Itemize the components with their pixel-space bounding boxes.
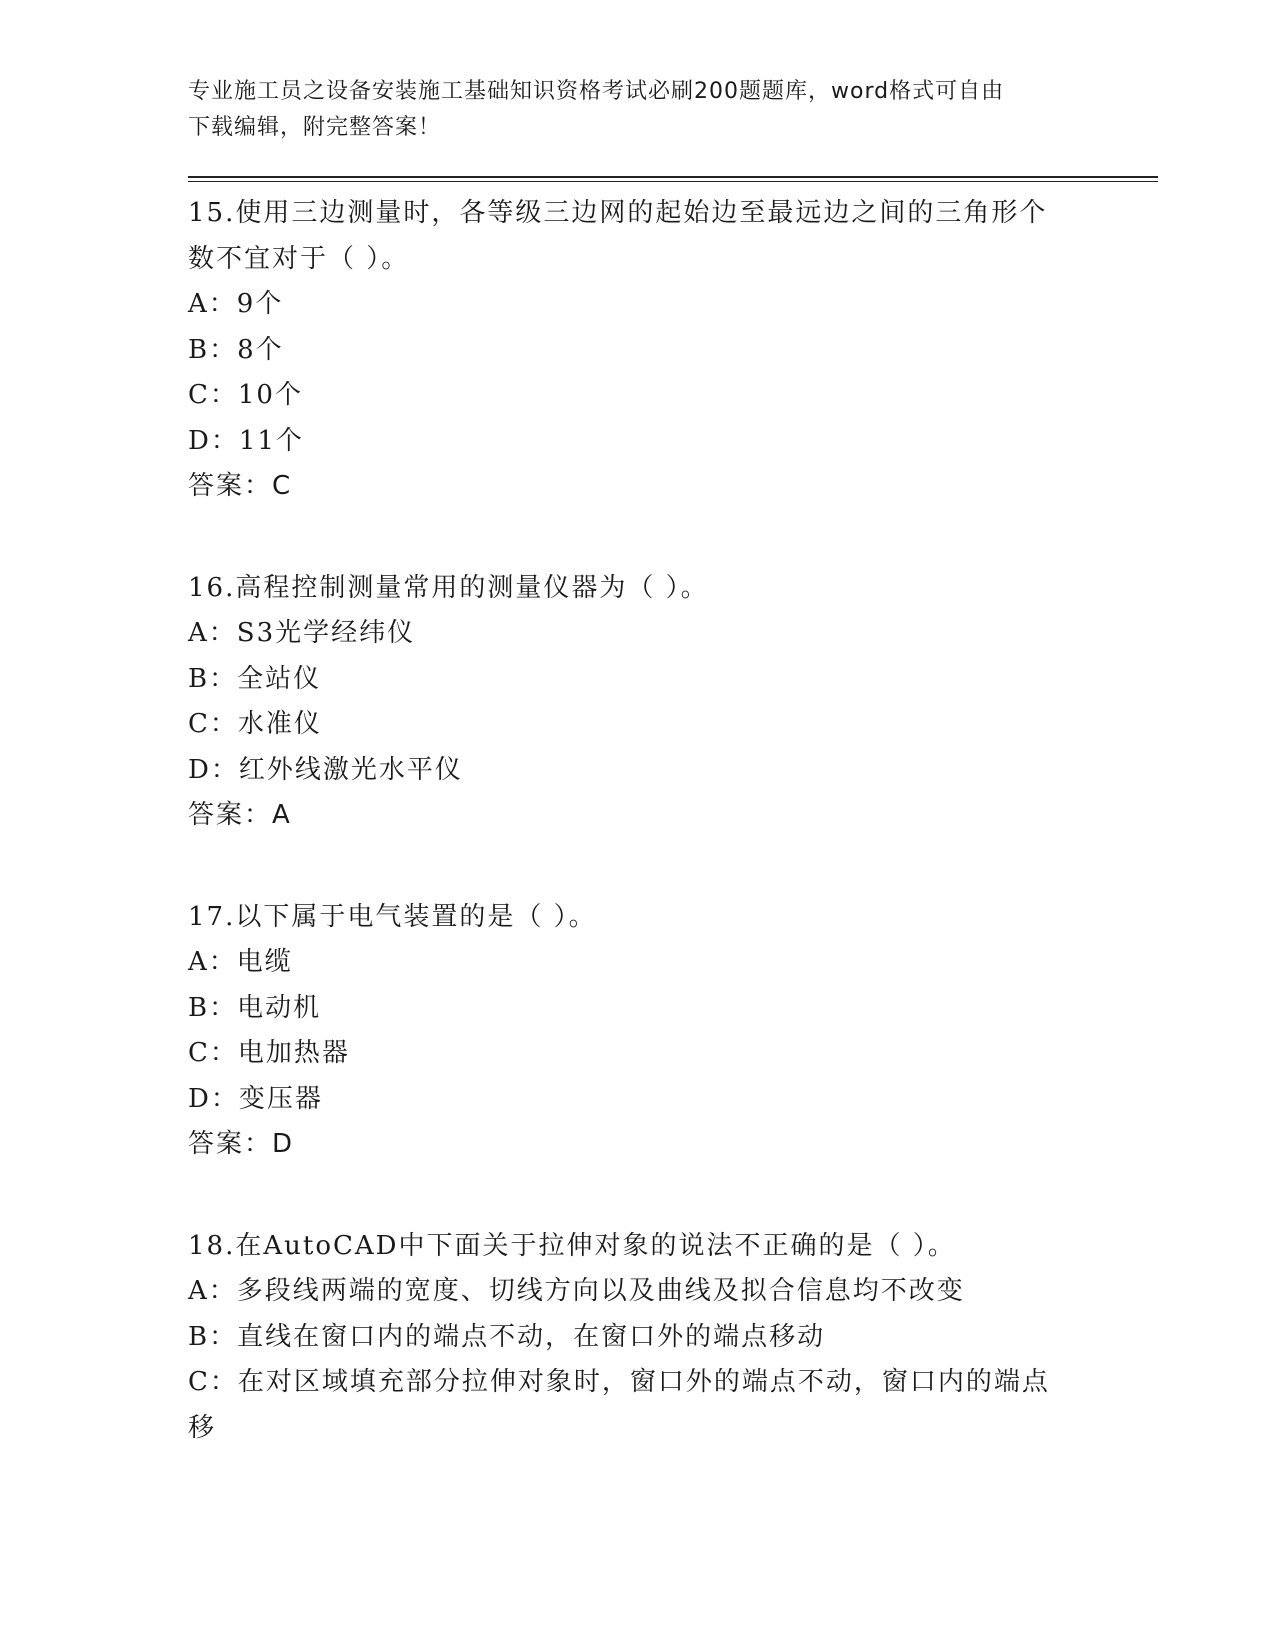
- header-line-2: 下载编辑，附完整答案！: [188, 115, 442, 140]
- option-c: C：水准仪: [188, 709, 322, 739]
- option-a: A：9个: [188, 289, 284, 319]
- option-d: D：11个: [188, 425, 304, 456]
- option-b: B：电动机: [188, 992, 322, 1023]
- question-list: [188, 190, 1088, 1451]
- option-c: C：在对区域填充部分拉伸对象时，窗口外的端点不动，窗口内的端点: [188, 1367, 1050, 1397]
- spacer: [188, 838, 1088, 894]
- question-text: 18.在AutoCAD中下面关于拉伸对象的说法不正确的是（ ）。: [188, 1231, 956, 1261]
- answer: 答案：D: [188, 1129, 295, 1159]
- option-c: C：10个: [188, 380, 303, 410]
- option-d: D：变压器: [188, 1083, 323, 1114]
- document-header: [188, 74, 1088, 146]
- question-text: 15.使用三边测量时，各等级三边网的起始边至最远边之间的三角形个: [188, 198, 1048, 228]
- option-c: C：电加热器: [188, 1038, 350, 1068]
- question-text-cont: 数不宜对于（ ）。: [188, 244, 410, 274]
- option-b: B：全站仪: [188, 663, 322, 694]
- question-text: 16.高程控制测量常用的测量仪器为（ ）。: [188, 573, 709, 603]
- option-a: A：电缆: [188, 947, 293, 977]
- option-d: D：红外线激光水平仪: [188, 754, 463, 785]
- spacer: [188, 509, 1088, 565]
- answer: 答案：C: [188, 471, 293, 501]
- option-c-cont: 移: [188, 1412, 217, 1443]
- answer: 答案：A: [188, 800, 292, 830]
- option-b: B：8个: [188, 334, 284, 365]
- option-a: A：多段线两端的宽度、切线方向以及曲线及拟合信息均不改变: [188, 1276, 965, 1306]
- question-17: [188, 894, 1088, 1167]
- question-15: [188, 190, 1088, 509]
- option-b: B：直线在窗口内的端点不动，在窗口外的端点移动: [188, 1321, 826, 1352]
- header-divider-thick: [188, 176, 1158, 178]
- question-text: 17.以下属于电气装置的是（ ）。: [188, 902, 597, 932]
- header-line-1: 专业施工员之设备安装施工基础知识资格考试必刷200题题库，word格式可自由: [188, 79, 1005, 104]
- spacer: [188, 1167, 1088, 1223]
- question-16: [188, 565, 1088, 838]
- question-18: [188, 1223, 1088, 1451]
- option-a: A：S3光学经纬仪: [188, 618, 416, 648]
- header-divider-thin: [188, 181, 1158, 182]
